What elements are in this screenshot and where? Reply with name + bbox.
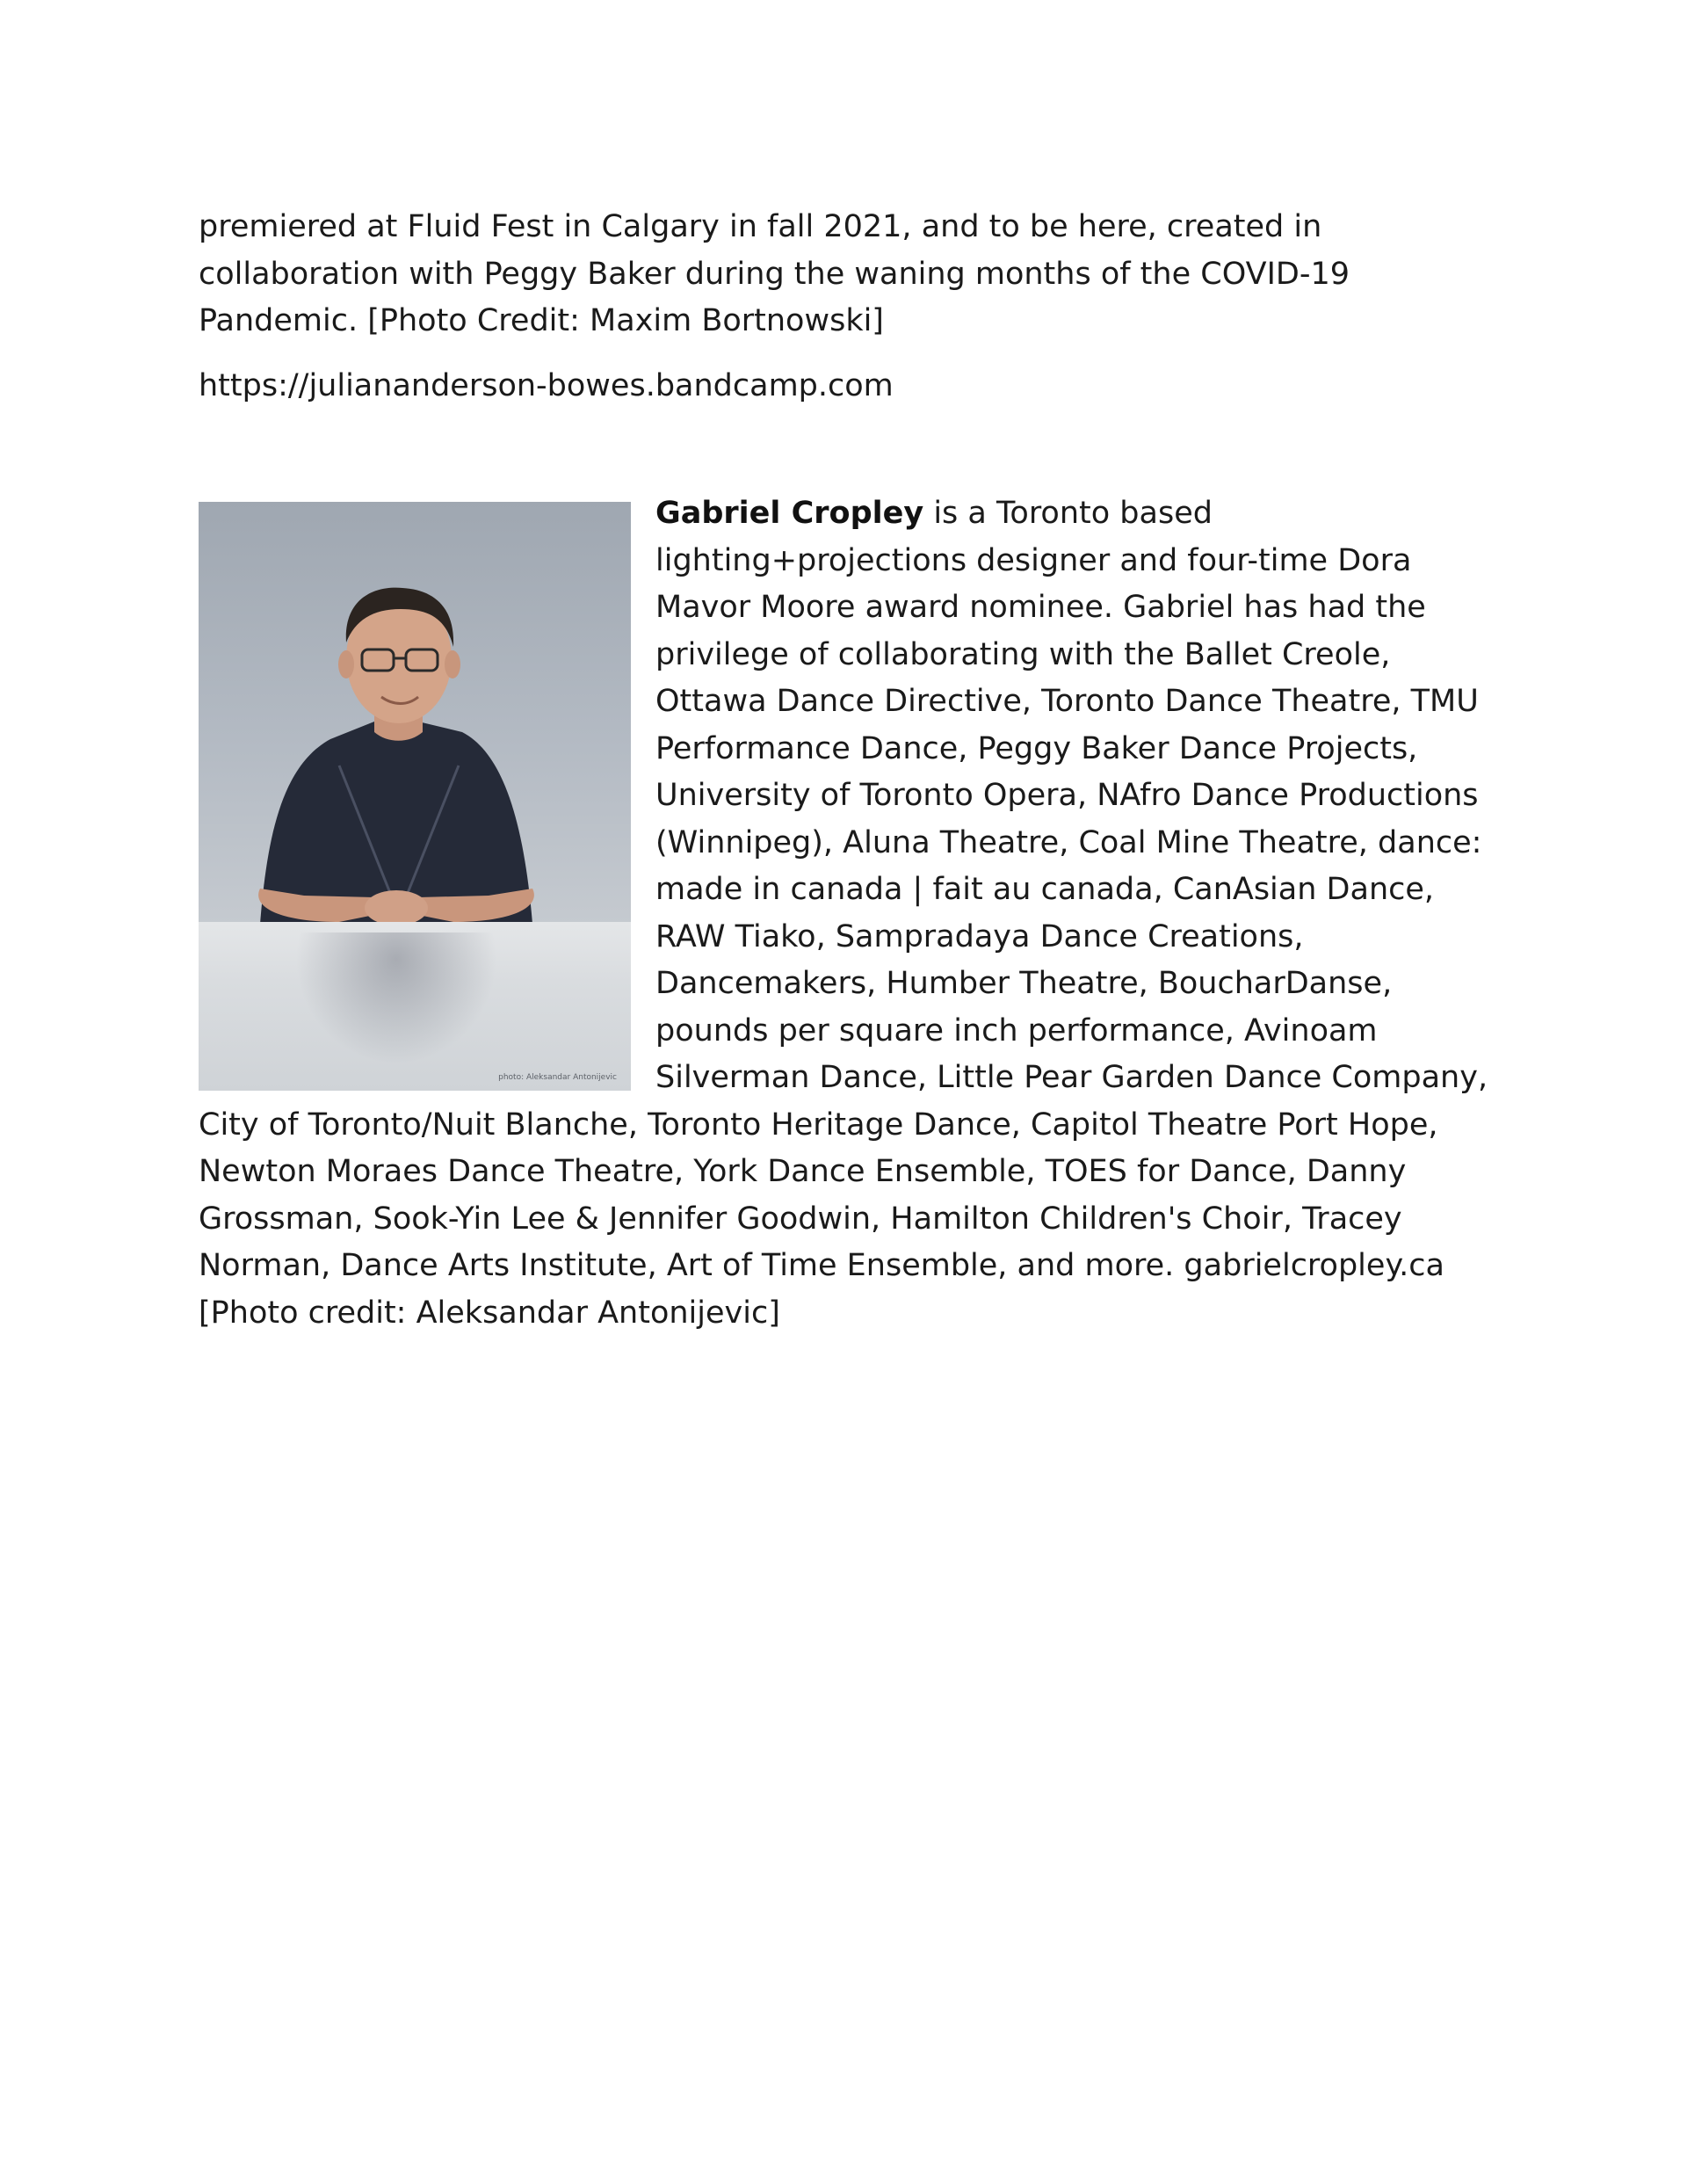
bandcamp-url: https://juliananderson-bowes.bandcamp.com [199,367,894,403]
bio-section [199,490,1490,1337]
bio-text: is a Toronto based lighting+projections designer and four-time Dora Mavor Moore award nominee. Gabriel has had the privilege of collaborating with the Ballet Creole, Ottawa Dance Directive, Toronto Dance Theatre, TMU Performance Dance, Peggy Baker Dance Projects, University of Toronto Opera, NAfro Dance Productions (Winnipeg), Aluna Theatre, Coal Mine Theatre, dance: made in canada | fait au canada, CanAsian Dance, RAW Tiako, Sampradaya Dance Creations, Dancemakers, Humber Theatre, BoucharDanse, pounds per square inch performance, Avinoam Silverman Dance, Little Pear Garden Dance Company, City of Toronto/Nuit Blanche, Toronto Heritage Dance, Capitol Theatre Port Hope, Newton Moraes Dance Theatre, York Dance Ensemble, TOES for Dance, Danny Grossman, Sook-Yin Lee & Jennifer Goodwin, Hamilton Children's Choir, Tracey Norman, Dance Arts Institute, Art of Time Ensemble, and more. gabrielcropley.ca [Photo credit: Aleksandar Antonijevic] [199,496,1488,1331]
portrait-photo [199,502,631,1091]
intro-paragraph: premiered at Fluid Fest in Calgary in fall 2021, and to be here, created in collaboration with Peggy Baker during the waning months of the COVID-19 Pandemic. [Photo Credit: Maxim Bortnowski] [199,209,1350,338]
bio-name: Gabriel Cropley [655,496,924,531]
photo-credit-watermark: photo: Aleksandar Antonijevic [498,1073,617,1082]
table-reflection [295,932,497,1064]
document-page [199,204,1490,1337]
